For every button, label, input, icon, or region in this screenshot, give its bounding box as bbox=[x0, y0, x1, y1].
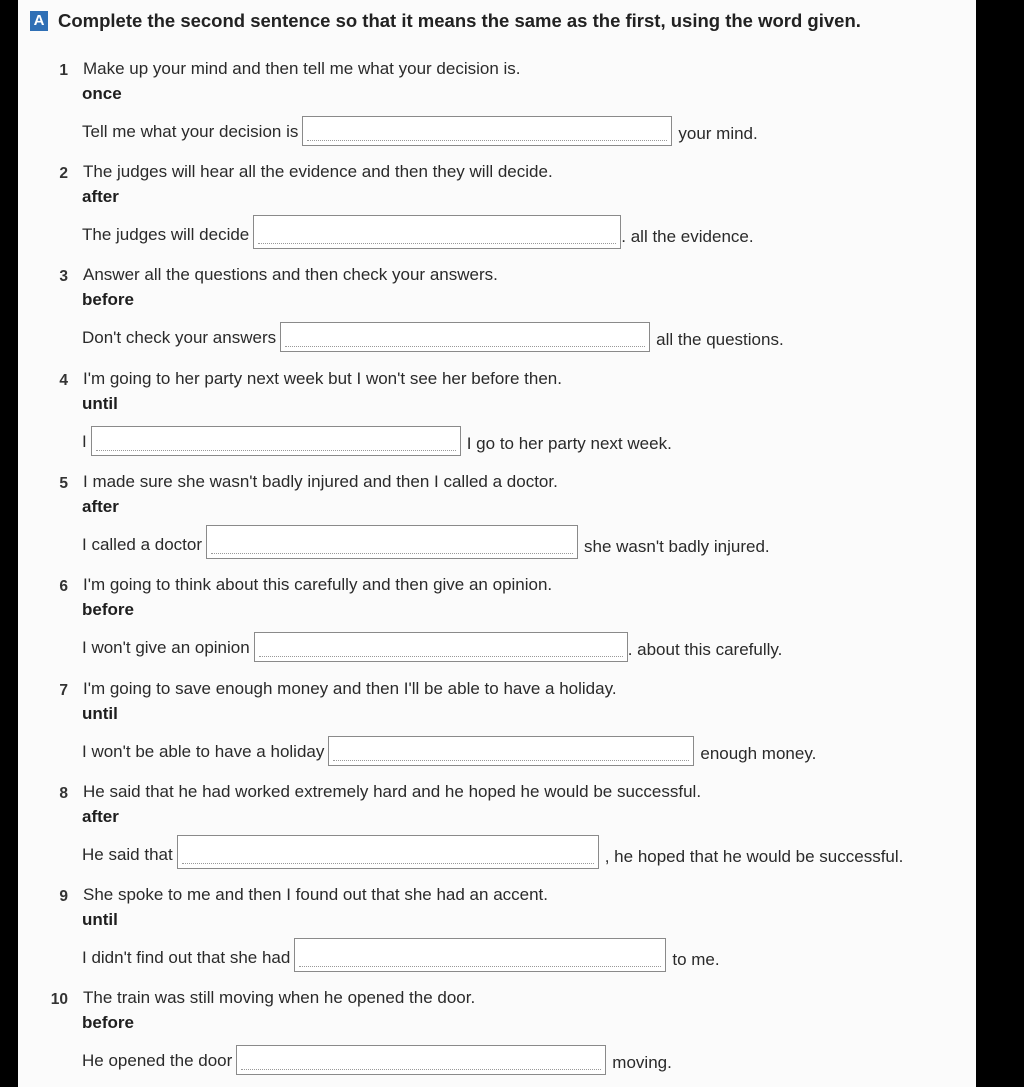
item-number: 1 bbox=[59, 62, 68, 79]
second-sentence bbox=[82, 1041, 672, 1075]
key-word: once bbox=[82, 84, 122, 103]
worksheet-page bbox=[18, 0, 976, 1087]
key-word: until bbox=[82, 910, 118, 929]
first-sentence: The judges will hear all the evidence and then they will decide. bbox=[83, 162, 553, 181]
second-sentence bbox=[82, 628, 782, 662]
gap-prefix: The judges will decide bbox=[82, 225, 250, 244]
second-sentence bbox=[82, 835, 903, 869]
answer-box[interactable] bbox=[253, 215, 621, 249]
answer-box[interactable] bbox=[302, 116, 672, 146]
gap-prefix: I won't give an opinion bbox=[82, 638, 250, 657]
answer-box[interactable] bbox=[206, 525, 578, 559]
answer-box[interactable] bbox=[280, 322, 650, 352]
first-sentence: I'm going to think about this carefully and then give an opinion. bbox=[83, 575, 553, 594]
gap-suffix: she wasn't badly injured. bbox=[584, 537, 770, 556]
item-number: 4 bbox=[59, 372, 68, 389]
gap-suffix: , he hoped that he would be successful. bbox=[604, 847, 904, 866]
answer-box[interactable] bbox=[236, 1045, 606, 1075]
first-sentence: Answer all the questions and then check your answers. bbox=[83, 265, 498, 284]
instruction-text: Complete the second sentence so that it means the same as the first, using the word given. bbox=[58, 10, 861, 31]
answer-box[interactable] bbox=[254, 632, 628, 662]
exercise-item-1 bbox=[18, 59, 976, 162]
key-word: until bbox=[82, 704, 118, 723]
exercise-item-5 bbox=[18, 472, 976, 575]
second-sentence bbox=[82, 732, 816, 766]
second-sentence bbox=[82, 318, 784, 352]
second-sentence bbox=[82, 422, 672, 456]
key-word: before bbox=[82, 600, 134, 619]
first-sentence: He said that he had worked extremely hard and he hoped he would be successful. bbox=[83, 782, 702, 801]
gap-suffix: enough money. bbox=[700, 744, 817, 763]
exercise-item-3 bbox=[18, 265, 976, 368]
gap-suffix: . about this carefully. bbox=[627, 640, 783, 659]
first-sentence: She spoke to me and then I found out that she had an accent. bbox=[83, 885, 549, 904]
second-sentence bbox=[82, 112, 758, 146]
answer-box[interactable] bbox=[177, 835, 599, 869]
gap-suffix: all the questions. bbox=[656, 330, 784, 349]
answer-box[interactable] bbox=[328, 736, 694, 766]
gap-suffix: your mind. bbox=[678, 124, 758, 143]
second-sentence bbox=[82, 215, 754, 249]
key-word: after bbox=[82, 187, 119, 206]
item-number: 5 bbox=[59, 475, 68, 492]
gap-prefix: Don't check your answers bbox=[82, 328, 277, 347]
gap-prefix: He opened the door bbox=[82, 1051, 233, 1070]
gap-prefix: I won't be able to have a holiday bbox=[82, 742, 325, 761]
key-word: after bbox=[82, 497, 119, 516]
gap-suffix: to me. bbox=[672, 950, 720, 969]
key-word: before bbox=[82, 290, 134, 309]
key-word: before bbox=[82, 1013, 134, 1032]
key-word: after bbox=[82, 807, 119, 826]
gap-suffix: I go to her party next week. bbox=[466, 434, 672, 453]
item-number: 10 bbox=[50, 991, 68, 1008]
item-number: 2 bbox=[59, 165, 68, 182]
exercise-item-10 bbox=[18, 988, 976, 1087]
first-sentence: The train was still moving when he opened the door. bbox=[83, 988, 476, 1007]
first-sentence: Make up your mind and then tell me what your decision is. bbox=[83, 59, 521, 78]
answer-box[interactable] bbox=[294, 938, 666, 972]
first-sentence: I'm going to save enough money and then I'll be able to have a holiday. bbox=[83, 679, 617, 698]
item-number: 6 bbox=[59, 578, 68, 595]
exercise-item-9 bbox=[18, 885, 976, 988]
exercise-item-8 bbox=[18, 782, 976, 885]
gap-prefix: He said that bbox=[82, 845, 173, 864]
first-sentence: I made sure she wasn't badly injured and then I called a doctor. bbox=[83, 472, 558, 491]
exercise-item-4 bbox=[18, 369, 976, 472]
item-number: 8 bbox=[59, 785, 68, 802]
item-number: 3 bbox=[59, 268, 68, 285]
gap-suffix: moving. bbox=[612, 1053, 672, 1072]
gap-prefix: I called a doctor bbox=[82, 535, 203, 554]
gap-prefix: I didn't find out that she had bbox=[82, 948, 291, 967]
second-sentence bbox=[82, 525, 770, 559]
key-word: until bbox=[82, 394, 118, 413]
exercise-instruction bbox=[30, 10, 861, 32]
second-sentence bbox=[82, 938, 720, 972]
first-sentence: I'm going to her party next week but I won't see her before then. bbox=[83, 369, 562, 388]
gap-prefix: I bbox=[82, 432, 87, 451]
gap-prefix: Tell me what your decision is bbox=[82, 122, 299, 141]
item-number: 7 bbox=[59, 682, 68, 699]
gap-suffix: . all the evidence. bbox=[621, 227, 754, 246]
exercise-item-6 bbox=[18, 575, 976, 678]
exercise-item-2 bbox=[18, 162, 976, 265]
exercise-item-7 bbox=[18, 679, 976, 782]
answer-box[interactable] bbox=[91, 426, 461, 456]
item-number: 9 bbox=[59, 888, 68, 905]
section-badge: A bbox=[30, 11, 48, 31]
